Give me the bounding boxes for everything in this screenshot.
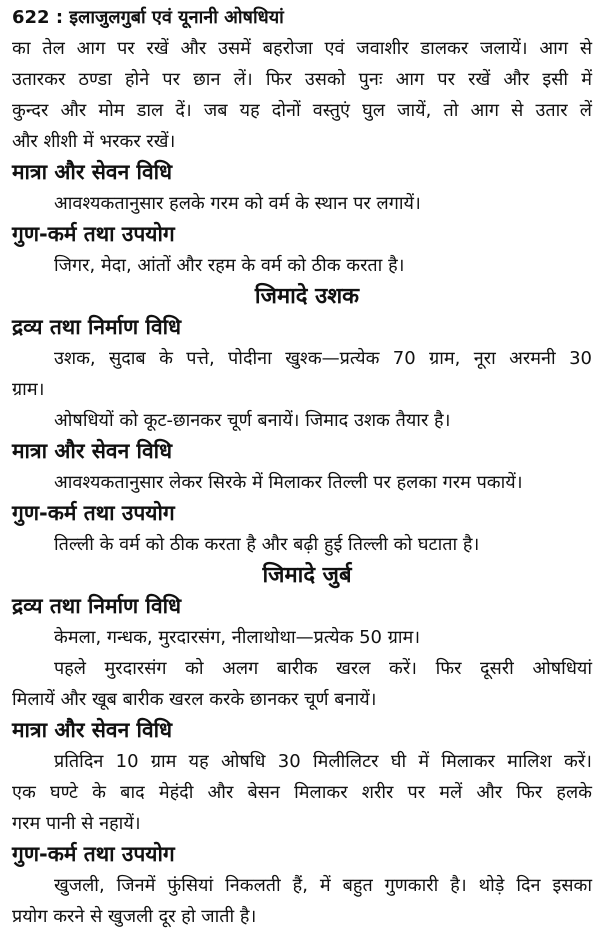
paragraph <box>12 343 592 405</box>
text-line: ग्राम। <box>12 379 45 400</box>
text-line: आवश्यकतानुसार हलके गरम को वर्म के स्थान पर लगायें। <box>54 193 421 214</box>
paragraph <box>12 870 592 932</box>
paragraph <box>12 188 592 219</box>
subheading-text: द्रव्य तथा निर्माण विधि <box>12 594 182 618</box>
text-line: खुजली, जिनमें फुंसियां निकलती हैं, में बहुत गुणकारी है। थोड़े दिन इसका <box>54 875 592 896</box>
paragraph <box>12 622 592 653</box>
text-line: प्रयोग करने से खुजली दूर हो जाती है। <box>12 906 257 927</box>
subheading <box>12 436 592 467</box>
paragraph <box>12 746 592 839</box>
subheading-text: गुण-कर्म तथा उपयोग <box>12 222 175 246</box>
text-line: जिगर, मेदा, आंतों और रहम के वर्म को ठीक करता है। <box>54 255 405 276</box>
subheading-text: मात्रा और सेवन विधि <box>12 718 173 742</box>
paragraph <box>12 467 592 498</box>
text-line: एक घण्टे के बाद मेहंदी और बेसन मिलाकर शरीर पर मलें और फिर हलके <box>12 782 592 803</box>
section-title-text: जिमादे जुर्ब <box>262 563 352 588</box>
text-line: आवश्यकतानुसार लेकर सिरके में मिलाकर तिल्ली पर हलका गरम पकायें। <box>54 472 523 493</box>
text-line: का तेल आग पर रखें और उसमें बहरोजा एवं जवाशीर डालकर जलायें। आग से <box>12 38 592 59</box>
subheading <box>12 219 592 250</box>
text-line: कुन्दर और मोम डाल दें। जब यह दोनों वस्तुएं घुल जायें, तो आग से उतार लें <box>12 100 592 121</box>
page-body <box>12 33 592 932</box>
subheading-text: गुण-कर्म तथा उपयोग <box>12 501 175 525</box>
subheading <box>12 715 592 746</box>
running-header: 622 : इलाजुलगुर्बा एवं यूनानी ओषधियां <box>12 7 284 28</box>
section-title-text: जिमादे उशक <box>254 284 360 309</box>
text-line: उशक, सुदाब के पत्ते, पोदीना खुश्क—प्रत्येक 70 ग्राम, नूरा अरमनी 30 <box>54 348 592 369</box>
subheading-text: मात्रा और सेवन विधि <box>12 160 173 184</box>
text-line: केमला, गन्धक, मुरदारसंग, नीलाथोथा—प्रत्येक 50 ग्राम। <box>54 627 421 648</box>
text-line: गरम पानी से नहायें। <box>12 813 141 834</box>
paragraph <box>12 529 592 560</box>
paragraph <box>12 250 592 281</box>
paragraph <box>12 405 592 436</box>
text-line: पहले मुरदारसंग को अलग बारीक खरल करें। फिर दूसरी ओषधियां <box>54 658 592 679</box>
text-line: तिल्ली के वर्म को ठीक करता है और बढ़ी हुई तिल्ली को घटाता है। <box>54 534 480 555</box>
subheading-text: मात्रा और सेवन विधि <box>12 439 173 463</box>
subheading-text: द्रव्य तथा निर्माण विधि <box>12 315 182 339</box>
subheading <box>12 839 592 870</box>
text-line: ओषधियों को कूट-छानकर चूर्ण बनायें। जिमाद उशक तैयार है। <box>54 410 451 431</box>
subheading <box>12 312 592 343</box>
text-line: मिलायें और खूब बारीक खरल करके छानकर चूर्ण बनायें। <box>12 689 377 710</box>
section-title <box>12 560 592 591</box>
subheading-text: गुण-कर्म तथा उपयोग <box>12 842 175 866</box>
subheading <box>12 157 592 188</box>
text-line: उतारकर ठण्डा होने पर छान लें। फिर उसको पुनः आग पर रखें और इसी में <box>12 69 592 90</box>
section-title <box>12 281 592 312</box>
subheading <box>12 591 592 622</box>
subheading <box>12 498 592 529</box>
text-line: और शीशी में भरकर रखें। <box>12 131 176 152</box>
text-line: प्रतिदिन 10 ग्राम यह ओषधि 30 मिलीलिटर घी में मिलाकर मालिश करें। <box>54 751 592 772</box>
paragraph <box>12 653 592 715</box>
paragraph <box>12 33 592 157</box>
